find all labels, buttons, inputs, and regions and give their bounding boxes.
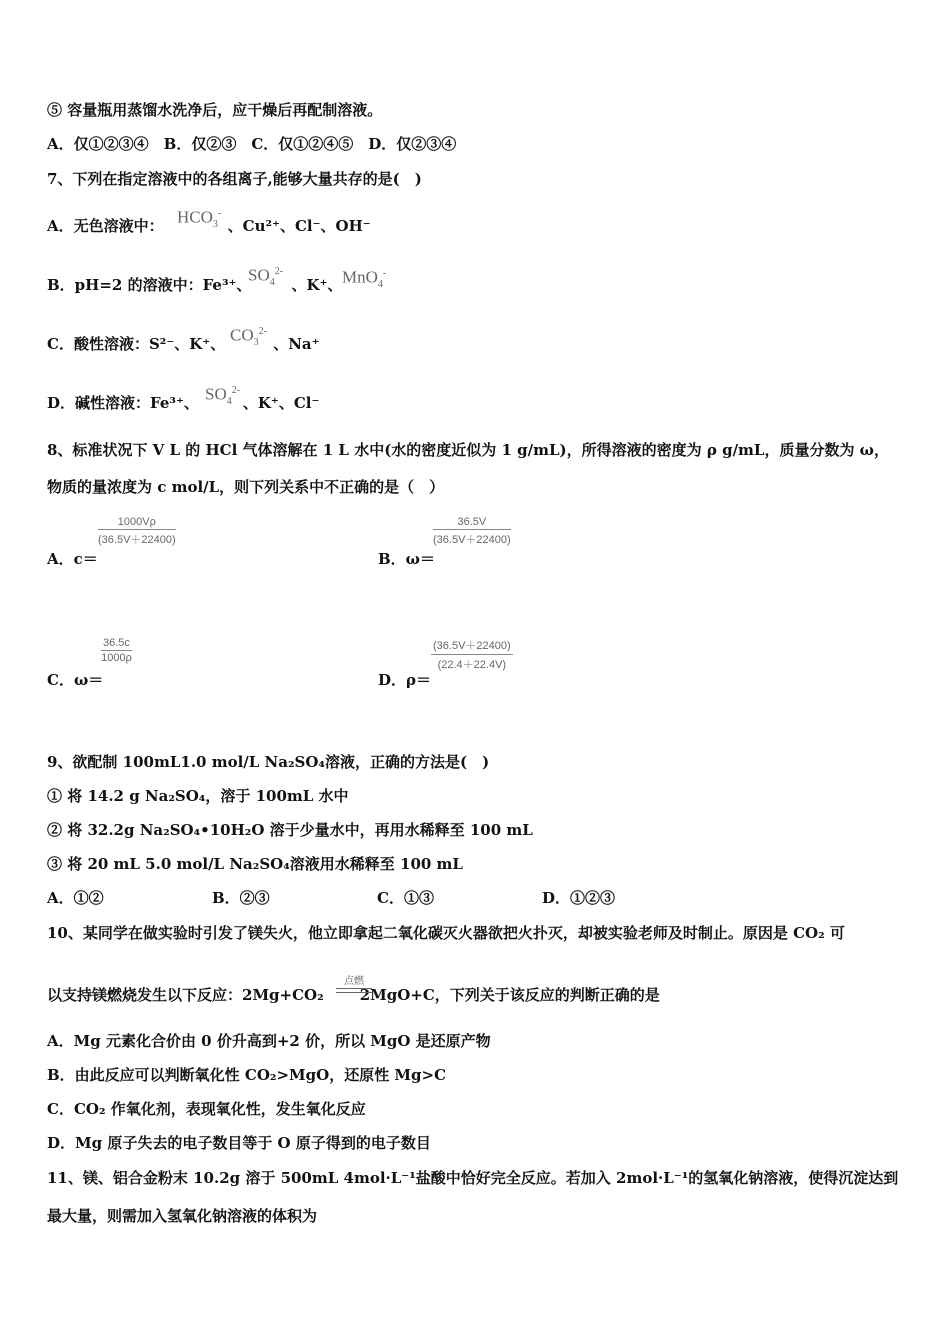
q8-b-fraction: $\frac{36.5V}{(36.5V+22400)}$ bbox=[433, 516, 511, 546]
q7-c-suffix: 、Na⁺ bbox=[273, 335, 320, 353]
q10-stem-line-1: 10、某同学在做实验时引发了镁失火，他立即拿起二氧化碳灭火器欲把火扑灭，却被实验老师及时制止。原因是 CO₂ 可 bbox=[47, 924, 845, 942]
q9-stem: 9、欲配制 100mL1.0 mol/L Na₂SO₄溶液，正确的方法是( ) bbox=[47, 753, 490, 771]
q10-option-a: A．Mg 元素化合价由 0 价升高到+2 价，所以 MgO 是还原产物 bbox=[47, 1032, 491, 1050]
q9-option-b: B．②③ bbox=[212, 889, 270, 907]
q6-item-5: ⑤ 容量瓶用蒸馏水洗净后，应干燥后再配制溶液。 bbox=[47, 101, 383, 119]
q7-c-prefix: C．酸性溶液：S²⁻、K⁺、 bbox=[47, 335, 226, 353]
q11-stem-line-1: 11、镁、铝合金粉末 10.2g 溶于 500mL 4mol·L⁻¹盐酸中恰好完全反应。若加入 2mol·L⁻¹的氢氧化钠溶液，使得沉淀达到 bbox=[47, 1169, 899, 1187]
q7-b-prefix: B．pH=2 的溶液中：Fe³⁺、 bbox=[47, 276, 252, 294]
q7-d-suffix: 、K⁺、Cl⁻ bbox=[242, 394, 320, 412]
q6-options: A．仅①②③④ B．仅②③ C．仅①②④⑤ D．仅②③④ bbox=[47, 135, 457, 153]
q8-stem-line-1: 8、标准状况下 V L 的 HCl 气体溶解在 1 L 水中(水的密度近似为 1 g/mL)，所得溶液的密度为 ρ g/mL，质量分数为 ω， bbox=[47, 441, 889, 459]
q9-option-a: A．①② bbox=[47, 889, 104, 907]
q10-option-b: B．由此反应可以判断氧化性 CO₂>MgO，还原性 Mg>C bbox=[47, 1066, 447, 1084]
q8-option-b: B．ω＝ bbox=[378, 550, 435, 568]
q11-stem-line-2: 最大量，则需加入氢氧化钠溶液的体积为 bbox=[47, 1207, 318, 1225]
so4-formula-d: $SO_4^{2-}$ bbox=[205, 384, 241, 408]
q10-option-c: C．CO₂ 作氧化剂，表现氧化性，发生氧化反应 bbox=[47, 1100, 366, 1118]
q9-item-3: ③ 将 20 mL 5.0 mol/L Na₂SO₄溶液用水稀释至 100 mL bbox=[47, 855, 463, 873]
q7-d-prefix: D．碱性溶液：Fe³⁺、 bbox=[47, 394, 199, 412]
q7-stem: 7、下列在指定溶液中的各组离子,能够大量共存的是( ) bbox=[47, 170, 422, 188]
q7-option-d bbox=[47, 393, 319, 413]
q8-a-fraction: $\frac{1000V\rho}{(36.5V+22400)}$ bbox=[98, 516, 176, 546]
q7-a-prefix: A．无色溶液中： bbox=[47, 217, 164, 235]
q7-a-suffix: 、Cu²⁺、Cl⁻、OH⁻ bbox=[227, 217, 371, 235]
q8-stem-line-2: 物质的量浓度为 c mol/L，则下列关系中不正确的是（ ） bbox=[47, 478, 445, 496]
mno4-formula: MnO$_4$- bbox=[342, 267, 387, 291]
q8-option-c: C．ω＝ bbox=[47, 671, 104, 689]
q8-option-a: A．c＝ bbox=[47, 550, 98, 568]
q9-option-d: D．①②③ bbox=[542, 889, 616, 907]
q7-option-b bbox=[47, 275, 342, 295]
q7-b-mid: 、K⁺、 bbox=[291, 276, 343, 294]
so4-formula-b: $SO_4^{2-}$ bbox=[248, 265, 284, 289]
co3-formula: $CO_3^{2-}$ bbox=[230, 325, 267, 349]
reaction-condition-arrow: 点燃 bbox=[336, 977, 372, 993]
q8-d-fraction: $\frac{(36.5V+22400)}{(22.4+22.4V)}$ bbox=[431, 637, 513, 672]
q9-item-1: ① 将 14.2 g Na₂SO₄，溶于 100mL 水中 bbox=[47, 787, 349, 805]
q10-stem-2b: 2MgO+C，下列关于该反应的判断正确的是 bbox=[359, 986, 660, 1004]
q10-stem-2a: 以支持镁燃烧发生以下反应：2Mg+CO₂ bbox=[47, 986, 324, 1004]
q9-item-2: ② 将 32.2g Na₂SO₄•10H₂O 溶于少量水中，再用水稀释至 100 mL bbox=[47, 821, 533, 839]
q8-c-fraction: $\frac{36.5c}{1000\rho}$ bbox=[101, 637, 132, 664]
q9-option-c: C．①③ bbox=[377, 889, 434, 907]
hco3-formula: $HCO_3^-$ bbox=[177, 207, 222, 231]
q10-option-d: D．Mg 原子失去的电子数目等于 O 原子得到的电子数目 bbox=[47, 1134, 431, 1152]
q8-option-d: D．ρ＝ bbox=[378, 671, 431, 689]
q7-option-c bbox=[47, 334, 320, 354]
